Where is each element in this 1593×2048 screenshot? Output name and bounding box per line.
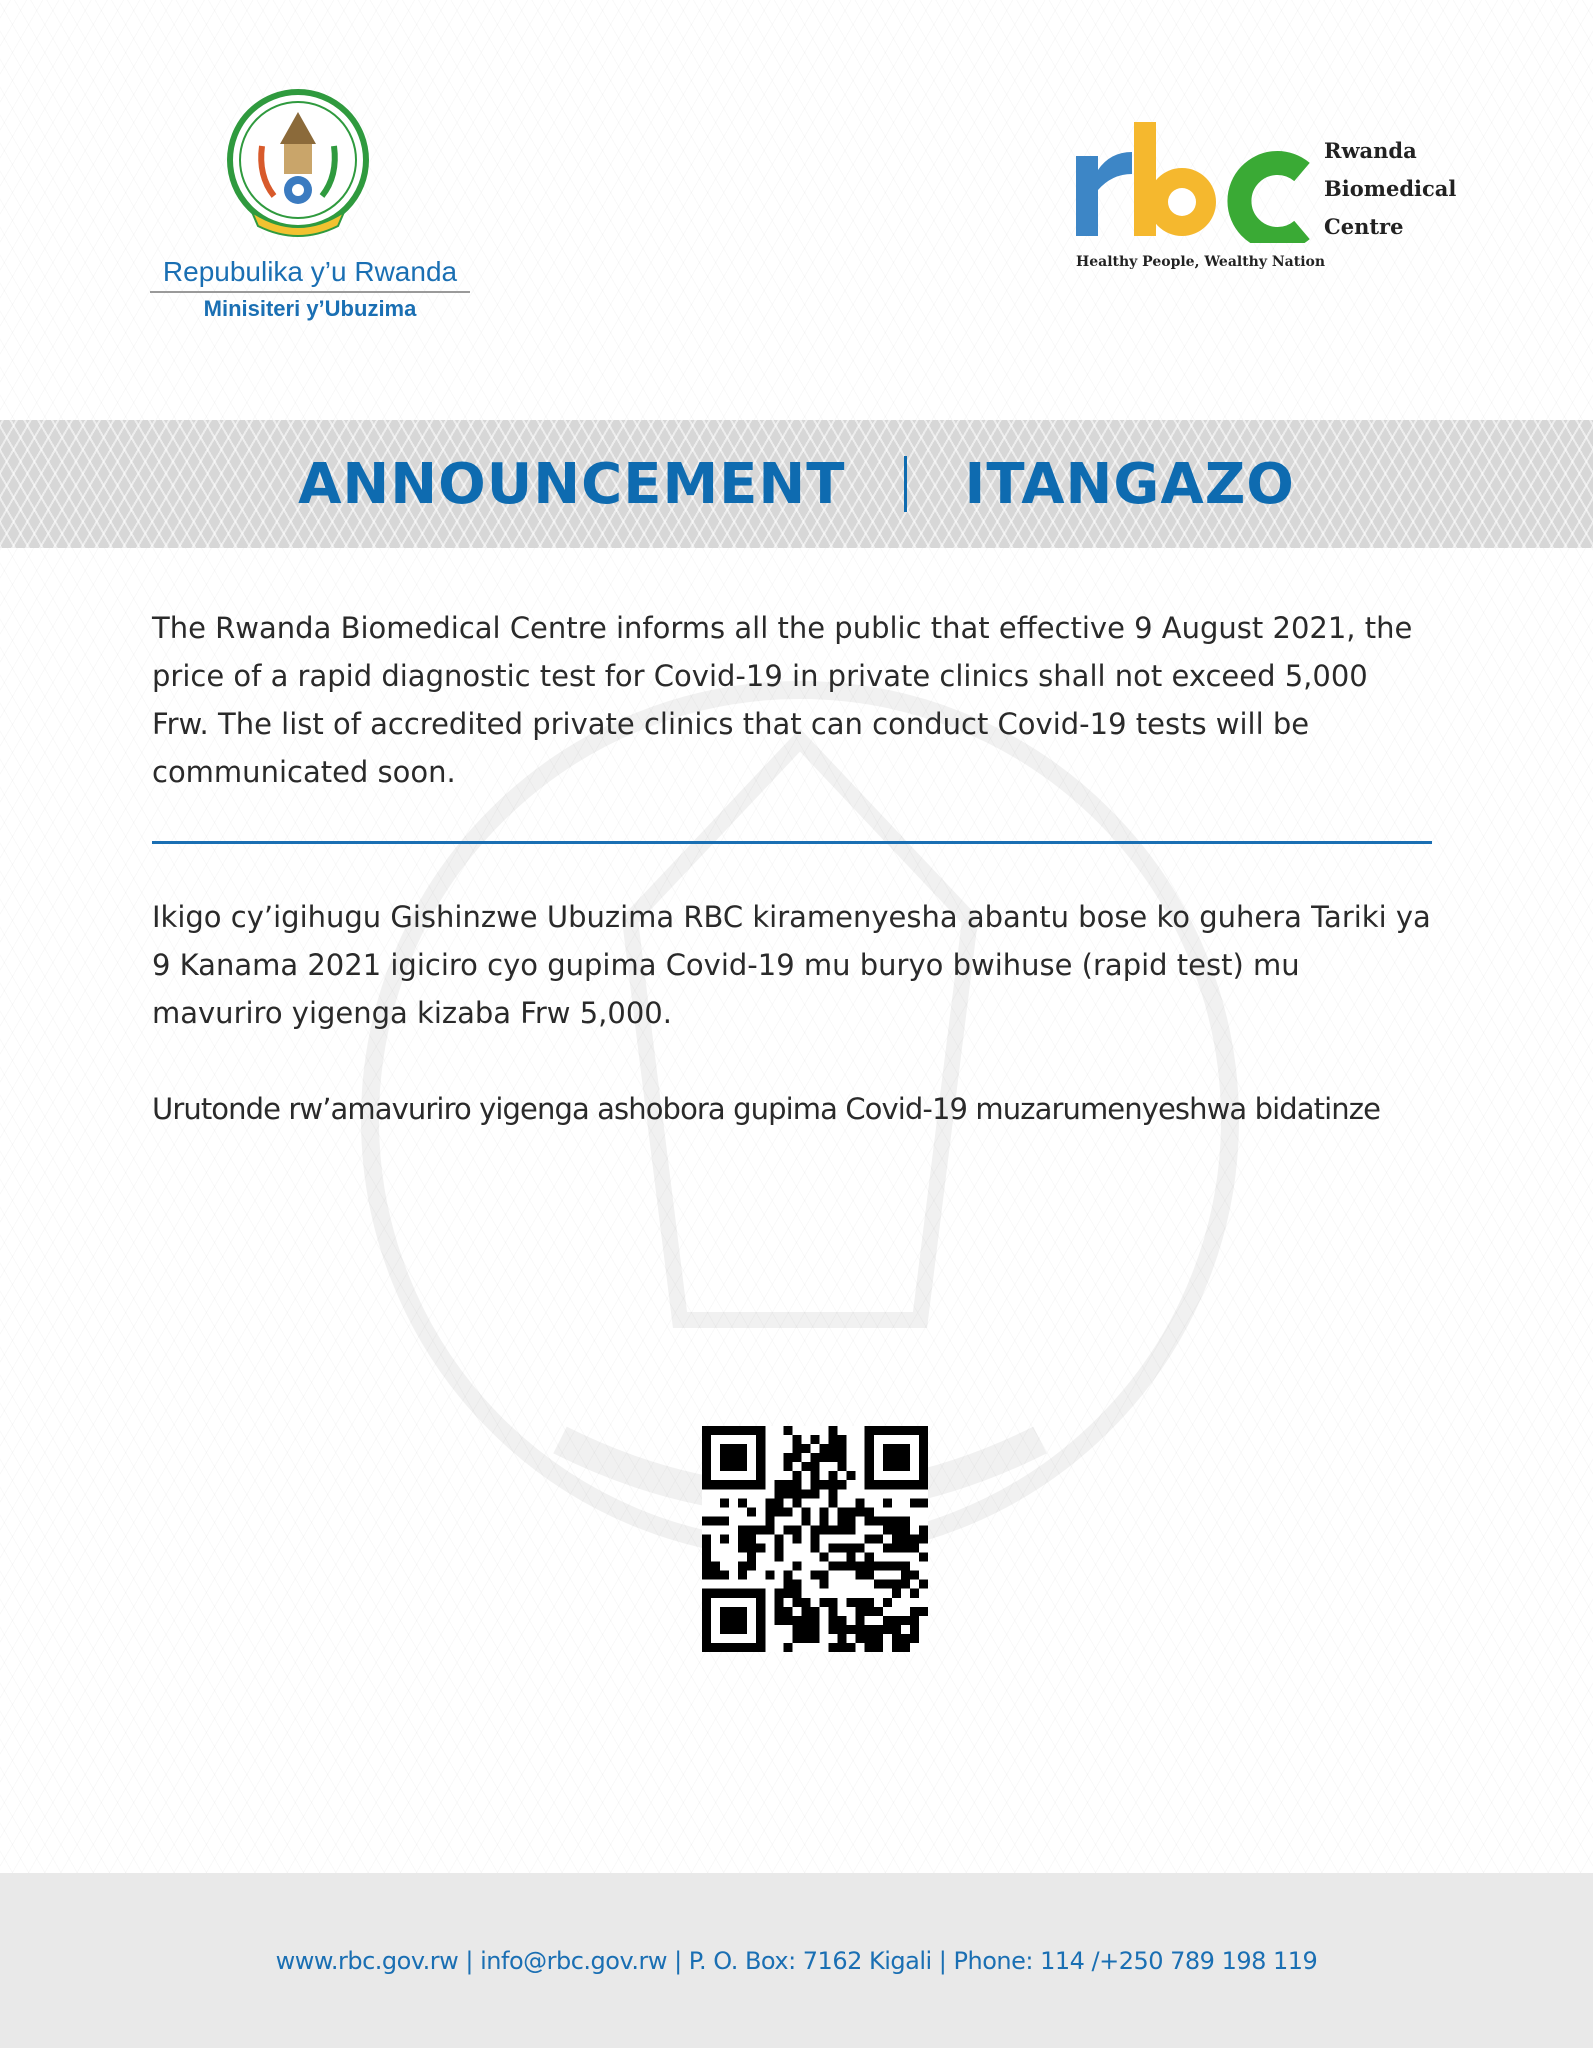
banner-separator [904,456,907,512]
announcement-paragraph-kinyarwanda-list: Urutonde rw’amavuriro yigenga ashobora gupima Covid-19 muzarumenyeshwa bidatinze [152,1092,1381,1126]
footer [0,1873,1593,2048]
qr-code-icon[interactable] [702,1426,928,1652]
footer-contact[interactable]: www.rbc.gov.rw | info@rbc.gov.rw | P. O. Box: 7162 Kigali | Phone: 114 /+250 789 198 119 [275,1946,1318,1975]
rbc-name-line: Rwanda [1324,138,1417,163]
ministry-country-name: Repubulika y’u Rwanda [150,256,470,293]
banner-title-kinyarwanda: ITANGAZO [964,451,1295,517]
rbc-logo-block [1070,118,1490,278]
banner-title [298,452,1295,517]
rwanda-coat-of-arms-icon [222,86,374,246]
rbc-name-line: Centre [1324,214,1404,239]
announcement-paragraph-english: The Rwanda Biomedical Centre informs all the public that effective 9 August 2021, the price of a rapid diagnostic test for Covid-19 in private clinics shall not exceed 5,000 Frw. The list of accredited private clinics that can conduct Covid-19 tests will be communicated soon. [152,611,1413,789]
rbc-logo [1070,118,1310,243]
rbc-organisation-name [1324,132,1456,246]
announcement-banner [0,420,1593,548]
ministry-name: Minisiteri y’Ubuzima [203,296,417,321]
banner-title-english: ANNOUNCEMENT [298,451,846,517]
section-divider [152,841,1432,844]
rbc-tagline: Healthy People, Wealthy Nation [1076,254,1326,270]
rbc-name-line: Biomedical [1324,176,1457,201]
announcement-paragraph-kinyarwanda: Ikigo cy’igihugu Gishinzwe Ubuzima RBC kiramenyesha abantu bose ko guhera Tariki ya 9 Kanama 2021 igiciro cyo gupima Covid-19 mu buryo bwihuse (rapid test) mu mavuriro yigenga kizaba Frw 5,000. [152,900,1431,1030]
